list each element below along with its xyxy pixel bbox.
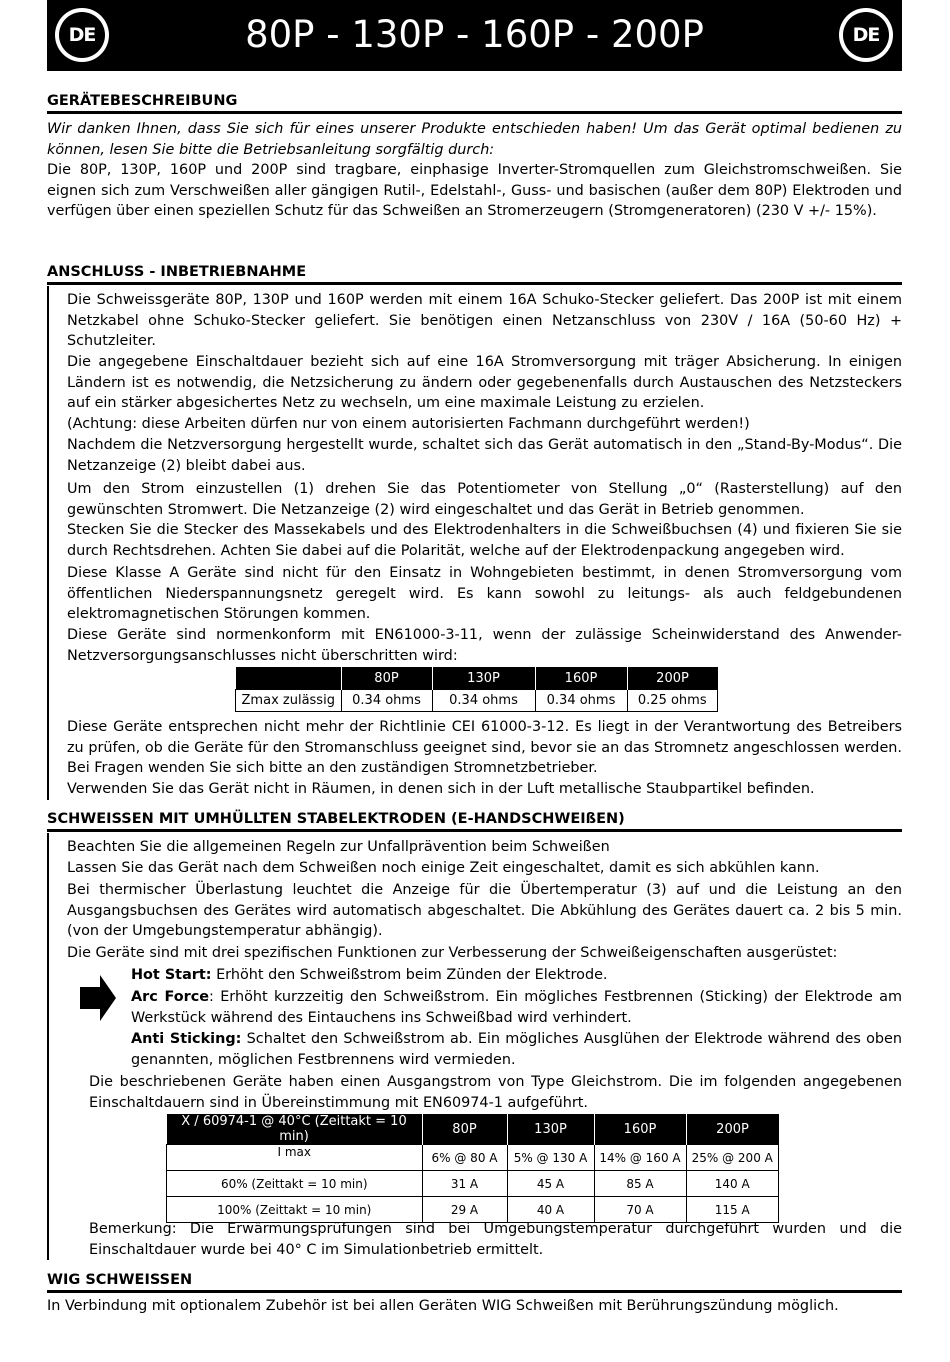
paragraph-plug: Die Schweissgeräte 80P, 130P und 160P werden mit einem 16A Schuko-Stecker geliefert. Das 200P ist mit einem Netzkabel ohne Schuko-Stecker geliefert. Sie benötigen einen Netzanschluss von 230V / 16A (50-60 Hz) + Schutzleiter. bbox=[67, 292, 902, 349]
duty-header-cell: X / 60974-1 @ 40°C (Zeittakt = 10 min) bbox=[167, 1114, 423, 1145]
section-title-e-handschweissen: SCHWEISSEN MIT UMHÜLLTEN STABELEKTRODEN (E-HANDSCHWEIßEN) bbox=[47, 810, 902, 832]
paragraph-output-current: Die beschriebenen Geräte haben einen Ausgangstrom von Type Gleichstrom. Die im folgenden angegebenen Einschaltdauern sind in Übereinstimmung mit EN60974-1 aufgeführt. bbox=[89, 1074, 902, 1111]
paragraph-wig: In Verbindung mit optionalem Zubehör ist bei allen Geräten WIG Schweißen mit Berührungszündung möglich. bbox=[47, 1298, 839, 1314]
duty-cell: 25% @ 200 A bbox=[686, 1145, 779, 1171]
duty-row-label: 60% (Zeittakt = 10 min) bbox=[167, 1171, 423, 1197]
duty-row-label: I max bbox=[167, 1145, 423, 1171]
feature-text: Schaltet den Schweißstrom ab. Ein mögliches Ausglühen der Elektrode während des oben genannten, möglichen Festbrennens wird vermieden. bbox=[131, 1031, 903, 1068]
description-paragraph: Die 80P, 130P, 160P und 200P sind tragbare, einphasige Inverter-Stromquellen zum Gleichstromschweißen. Sie eignen sich zum Verschweißen aller gängigen Rutil-, Edelstahl-, Guss- und basischen (außer dem 80P) Elektroden und verfügen über einen speziellen Schutz für das Schweißen an Stromerzeugern (Stromgeneratoren) (230 V +/- 15%). bbox=[47, 162, 902, 219]
zmax-header-empty bbox=[236, 667, 342, 690]
feature-label: Arc Force bbox=[131, 989, 210, 1005]
duty-cell: 14% @ 160 A bbox=[594, 1145, 686, 1171]
zmax-cell: 0.34 ohms bbox=[341, 690, 432, 712]
duty-header-cell: 160P bbox=[594, 1114, 686, 1145]
paragraph-thermal: Bei thermischer Überlastung leuchtet die Anzeige für die Übertemperatur (3) auf und die Leistung an den Ausgangsbuchsen des Gerätes wird automatisch abgeschaltet. Die Abkühlung des Gerätes dauert ca. 2 bis 5 min. (von der Umgebungstemperatur abhängig). bbox=[67, 882, 902, 939]
paragraph-class-a: Diese Klasse A Geräte sind nicht für den Einsatz in Wohngebieten bestimmt, in denen Stromversorgung vom öffentlichen Niederspannungsnetz geregelt wird. Es kann sowohl zu leitungs- als auch feldgebundenen elektromagnetischen Störungen kommen. bbox=[67, 565, 902, 622]
section-left-rule bbox=[47, 833, 49, 1260]
section-title-wig: WIG SCHWEISSEN bbox=[47, 1271, 902, 1293]
zmax-cell: 0.25 ohms bbox=[627, 690, 718, 712]
table-row bbox=[167, 1171, 779, 1197]
paragraph-duty-cycle: Die angegebene Einschaltdauer bezieht sich auf eine 16A Stromversorgung mit träger Absicherung. In einigen Ländern ist es notwendig, die Netzsicherung zu ändern oder gegebenenfalls durch Austauschen des Netzsteckers auf ein stärker abgesichertes Netz zu wechseln, um eine maximale Leistung zu erzielen. bbox=[67, 354, 902, 411]
feature-hot-start bbox=[131, 965, 902, 986]
feature-arc-force bbox=[131, 987, 902, 1028]
paragraph-current-setting: Um den Strom einzustellen (1) drehen Sie das Potentiometer von Stellung „0“ (Rasterstellung) auf den gewünschten Stromwert. Die Netzanzeige (2) wird eingeschaltet und das Gerät in Betrieb genommen. bbox=[67, 481, 902, 518]
duty-header-cell: 80P bbox=[422, 1114, 507, 1145]
zmax-header-cell: 200P bbox=[627, 667, 718, 690]
feature-text: : Erhöht kurzzeitig den Schweißstrom. Ein mögliches Festbrennen (Sticking) der Elektrode am Werkstück während des Eintauchens ins Schweißbad wird verhindert. bbox=[131, 989, 903, 1026]
duty-cell: 85 A bbox=[594, 1171, 686, 1197]
table-row bbox=[167, 1145, 779, 1171]
feature-anti-sticking bbox=[131, 1029, 902, 1070]
paragraph-en61000: Diese Geräte sind normenkonform mit EN61000-3-11, wenn der zulässige Scheinwiderstand des Anwender-Netzversorgungsanschlusses nicht überschritten wird: bbox=[67, 627, 902, 664]
paragraph-cooling: Lassen Sie das Gerät nach dem Schweißen noch einige Zeit eingeschaltet, damit es sich abkühlen kann. bbox=[67, 860, 820, 876]
duty-header-row bbox=[167, 1114, 779, 1145]
country-badge-right bbox=[839, 8, 893, 62]
zmax-header-cell: 160P bbox=[535, 667, 627, 690]
duty-cell: 140 A bbox=[686, 1171, 779, 1197]
paragraph-accident-prevention: Beachten Sie die allgemeinen Regeln zur Unfallprävention beim Schweißen bbox=[67, 839, 610, 855]
paragraph-remark: Bemerkung: Die Erwärmungsprüfungen sind bei Umgebungstemperatur durchgeführt wurden und die Einschaltdauer wurde bei 40° C im Simulationbetrieb ermittelt. bbox=[89, 1221, 902, 1258]
feature-text: Erhöht den Schweißstrom beim Zünden der Elektrode. bbox=[211, 967, 608, 983]
page-header bbox=[47, 0, 902, 71]
duty-cell: 31 A bbox=[422, 1171, 507, 1197]
duty-row-label: 100% (Zeittakt = 10 min) bbox=[167, 1197, 423, 1223]
paragraph-warning: (Achtung: diese Arbeiten dürfen nur von einem autorisierten Fachmann durchgeführt werden!) bbox=[67, 416, 750, 432]
section-title-geraetebeschreibung: GERÄTEBESCHREIBUNG bbox=[47, 92, 902, 114]
zmax-cell: 0.34 ohms bbox=[535, 690, 627, 712]
badge-right-label: DE bbox=[843, 12, 889, 58]
zmax-header-row bbox=[236, 667, 718, 690]
feature-label: Anti Sticking: bbox=[131, 1031, 242, 1047]
duty-header-cell: 130P bbox=[507, 1114, 594, 1145]
paragraph-functions: Die Geräte sind mit drei spezifischen Funktionen zur Verbesserung der Schweißeigenschaften ausgerüstet: bbox=[67, 945, 838, 961]
zmax-row bbox=[236, 690, 718, 712]
zmax-header-cell: 130P bbox=[432, 667, 535, 690]
duty-cell: 29 A bbox=[422, 1197, 507, 1223]
intro-paragraph: Wir danken Ihnen, dass Sie sich für eines unserer Produkte entschieden haben! Um das Gerät optimal bedienen zu können, lesen Sie bitte die Betriebsanleitung sorgfältig durch: bbox=[47, 121, 902, 158]
zmax-row-label: Zmax zulässig bbox=[236, 690, 342, 712]
paragraph-cei: Diese Geräte entsprechen nicht mehr der Richtlinie CEI 61000-3-12. Es liegt in der Verantwortung des Betreibers zu prüfen, ob die Geräte für den Stromanschluss geeignet sind, bevor sie an das Stromnetz angeschlossen werden. Bei Fragen wenden Sie sich bitte an den zuständigen Stromnetzbetrieber. bbox=[67, 719, 902, 776]
paragraph-dust: Verwenden Sie das Gerät nicht in Räumen, in denen sich in der Luft metallische Staubpartikel befinden. bbox=[67, 781, 815, 797]
duty-cell: 5% @ 130 A bbox=[507, 1145, 594, 1171]
duty-header-cell: 200P bbox=[686, 1114, 779, 1145]
feature-label: Hot Start: bbox=[131, 967, 212, 983]
duty-cell: 70 A bbox=[594, 1197, 686, 1223]
page-title: 80P - 130P - 160P - 200P bbox=[245, 13, 704, 56]
zmax-table bbox=[235, 667, 718, 712]
section-title-anschluss: ANSCHLUSS - INBETRIEBNAHME bbox=[47, 263, 902, 285]
badge-left-label: DE bbox=[59, 12, 105, 58]
duty-cell: 45 A bbox=[507, 1171, 594, 1197]
paragraph-connectors: Stecken Sie die Stecker des Massekabels und des Elektrodenhalters in die Schweißbuchsen (4) und fixieren Sie sie durch Rechtsdrehen. Achten Sie dabei auf die Polarität, welche auf der Elektrodenpackung angegeben wird. bbox=[67, 522, 902, 559]
duty-cell: 40 A bbox=[507, 1197, 594, 1223]
zmax-header-cell: 80P bbox=[341, 667, 432, 690]
zmax-cell: 0.34 ohms bbox=[432, 690, 535, 712]
duty-cycle-table bbox=[166, 1114, 779, 1223]
duty-cell: 115 A bbox=[686, 1197, 779, 1223]
paragraph-standby: Nachdem die Netzversorgung hergestellt wurde, schaltet sich das Gerät automatisch in den „Stand-By-Modus“. Die Netzanzeige (2) bleibt dabei aus. bbox=[67, 437, 902, 474]
arrow-right-icon bbox=[80, 975, 116, 1021]
duty-cell: 6% @ 80 A bbox=[422, 1145, 507, 1171]
section-left-rule bbox=[47, 286, 49, 800]
